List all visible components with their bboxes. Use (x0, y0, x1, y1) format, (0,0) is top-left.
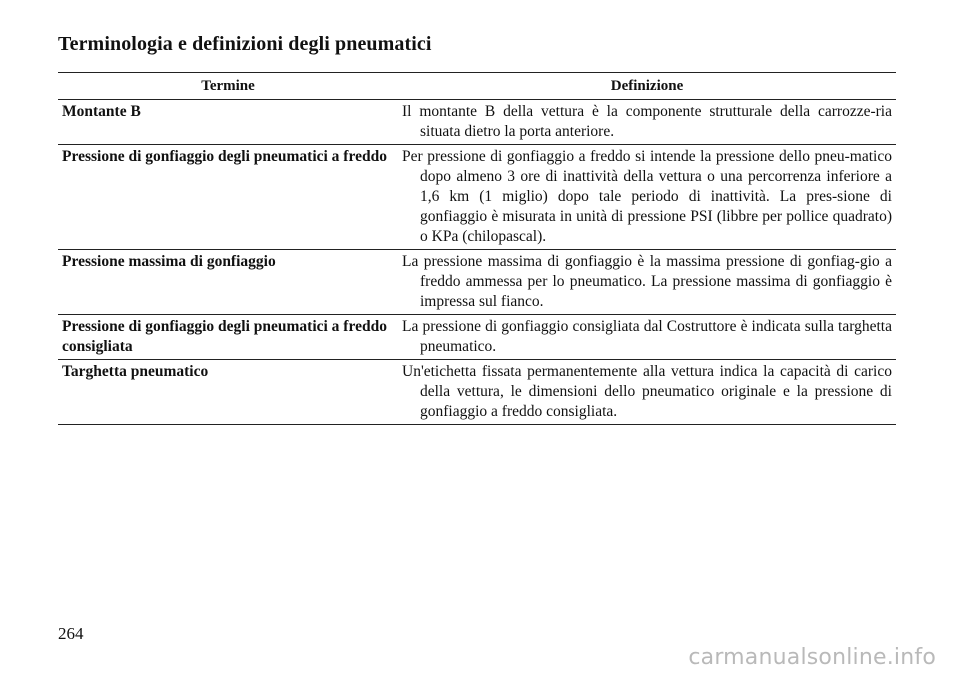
table-row (58, 360, 896, 425)
term-cell: Targhetta pneumatico (58, 360, 398, 425)
table-row (58, 315, 896, 360)
definition-cell (398, 100, 896, 145)
term-cell: Pressione di gonfiaggio degli pneumatici a freddo (58, 145, 398, 250)
term-cell: Pressione massima di gonfiaggio (58, 250, 398, 315)
column-header-term: Termine (58, 73, 398, 100)
page-number: 264 (58, 624, 84, 643)
definition-cell (398, 145, 896, 250)
watermark: carmanualsonline.info (688, 645, 936, 670)
page-title: Terminologia e definizioni degli pneumatici (58, 33, 432, 55)
term-cell: Montante B (58, 100, 398, 145)
column-header-definition: Definizione (398, 73, 896, 100)
terminology-table (58, 72, 896, 425)
table-row (58, 100, 896, 145)
definition-cell (398, 250, 896, 315)
table-header-row (58, 73, 896, 100)
definition-cell (398, 315, 896, 360)
definition-text: La pressione massima di gonfiaggio è la massima pressione di gonfiag-gio a freddo ammessa per lo pneumatico. La pressione massima di gonfiaggio è impressa sul fianco. (402, 253, 892, 310)
table-row (58, 145, 896, 250)
definition-text: La pressione di gonfiaggio consigliata dal Costruttore è indicata sulla targhetta pneumatico. (402, 318, 892, 355)
term-cell: Pressione di gonfiaggio degli pneumatici a freddo consigliata (58, 315, 398, 360)
definition-cell (398, 360, 896, 425)
definition-text: Il montante B della vettura è la componente strutturale della carrozze-ria situata dietro la porta anteriore. (402, 103, 892, 140)
definition-text: Un'etichetta fissata permanentemente alla vettura indica la capacità di carico della vettura, le dimensioni dello pneumatico originale e la pressione di gonfiaggio a freddo consigliata. (402, 363, 892, 420)
table-row (58, 250, 896, 315)
definition-text: Per pressione di gonfiaggio a freddo si intende la pressione dello pneu-matico dopo almeno 3 ore di inattività della vettura o una percorrenza inferiore a 1,6 km (1 miglio) dopo tale periodo di inattività. La pres-sione di gonfiaggio è misurata in unità di pressione PSI (libbre per pollice quadrato) o KPa (chilopascal). (402, 148, 892, 245)
